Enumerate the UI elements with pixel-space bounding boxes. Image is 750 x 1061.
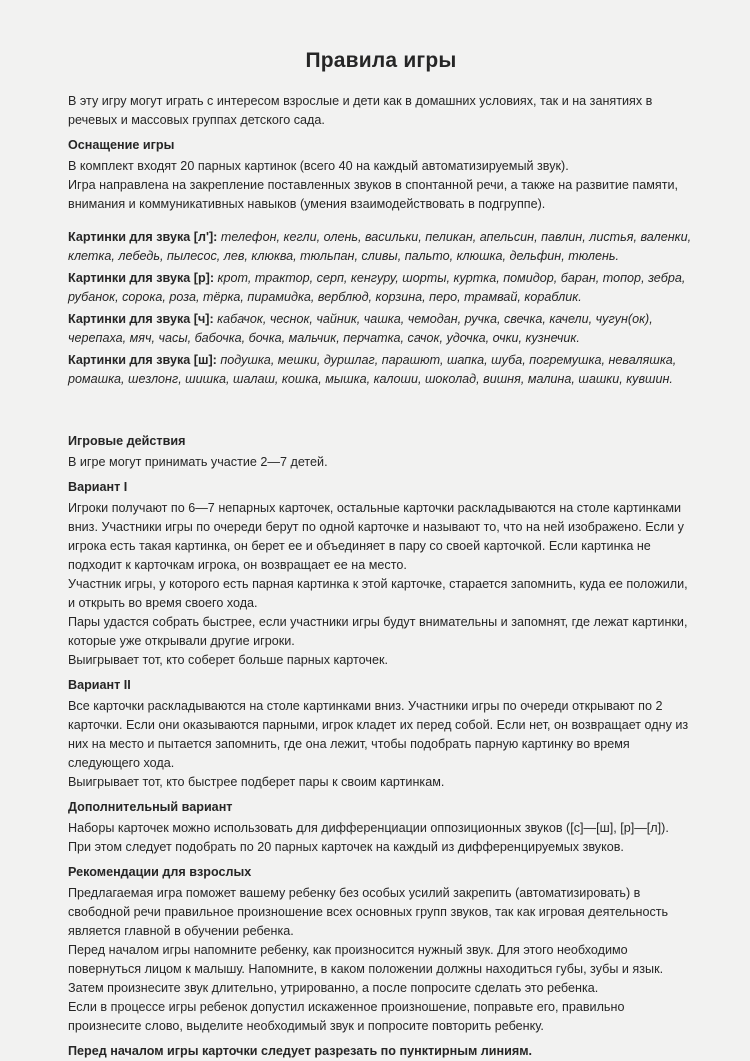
actions-heading: Игровые действия xyxy=(68,434,186,448)
sound-list-words: телефон, кегли, олень, васильки, пеликан, апельсин, павлин, листья, валенки, клетка, лебедь, пылесос, лев, клюква, тюльпан, сливы, пальто, клюшка, дельфин, тюлень. xyxy=(68,230,692,263)
variant2-paragraph-2: Выигрывает тот, кто быстрее подберет пары к своим картинкам. xyxy=(68,775,445,789)
sound-list-words: кабачок, чеснок, чайник, чашка, чемодан, ручка, свечка, качели, чугун(ок), черепаха, мяч, часы, бабочка, бочка, мальчик, перчатка, сачок, удочка, очки, кузнечик. xyxy=(68,312,653,345)
actions-paragraph: В игре могут принимать участие 2—7 детей. xyxy=(68,455,328,469)
equipment-paragraph-2: Игра направлена на закрепление поставленных звуков в спонтанной речи, а также на развитие памяти, внимания и коммуникативных навыков (умения взаимодействовать в подгруппе). xyxy=(68,178,678,211)
equipment-heading: Оснащение игры xyxy=(68,138,175,152)
variant2-heading: Вариант II xyxy=(68,678,131,692)
sound-list-words: подушка, мешки, дуршлаг, парашют, шапка, шуба, погремушка, неваляшка, ромашка, шезлонг, шишка, шалаш, кошка, мышка, калоши, шоколад, вишня, малина, шашки, кувшин. xyxy=(68,353,677,386)
variant1-heading: Вариант I xyxy=(68,480,128,494)
sound-list-label: Картинки для звука [ш]: xyxy=(68,353,217,367)
recommendations-paragraph-3: Если в процессе игры ребенок допустил искаженное произношение, поправьте его, правильно произнесите слово, выделите необходимый звук и попросите повторить ребенку. xyxy=(68,1000,625,1033)
intro-paragraph: В эту игру могут играть с интересом взрослые и дети как в домашних условиях, так и на занятиях в речевых и массовых группах детского сада. xyxy=(68,94,653,127)
recommendations-paragraph-2: Перед началом игры напомните ребенку, как произносится нужный звук. Для этого необходимо повернуться лицом к малышу. Напомните, в каком положении должны находиться губы, зубы и язык. Затем произнесите звук длительно, утрированно, а после попросите сделать это ребенка. xyxy=(68,943,664,995)
page-title: Правила игры xyxy=(305,49,457,72)
section-spacer xyxy=(68,392,694,426)
variant2-paragraph-1: Все карточки раскладываются на столе картинками вниз. Участники игры по очереди открывают по 2 карточки. Если они оказываются парными, игрок кладет их перед собой. Если нет, он возвращает одну из них на место и пытается запомнить, где она лежит, чтобы подобрать парную картинку во время следующего хода. xyxy=(68,699,689,770)
equipment-paragraph-1: В комплект входят 20 парных картинок (всего 40 на каждый автоматизируемый звук). xyxy=(68,159,569,173)
variant1-paragraph-2: Участник игры, у которого есть парная картинка к этой карточке, старается запомнить, куда ее положили, и открыть во время своего хода. xyxy=(68,577,688,610)
additional-paragraph: Наборы карточек можно использовать для дифференциации оппозиционных звуков ([с]—[ш], [р]—[л]). При этом следует подобрать по 20 парных карточек на каждый из дифференцируемых звуков. xyxy=(68,821,669,854)
final-note: Перед началом игры карточки следует разрезать по пунктирным линиям. xyxy=(68,1044,533,1058)
variant1-paragraph-1: Игроки получают по 6—7 непарных карточек, остальные карточки раскладываются на столе картинками вниз. Участники игры по очереди берут по одной карточке и называют то, что на ней изображено. Если у игрока есть такая картинка, он берет ее и объединяет в пару со своей карточкой. Если картинка не подходит к карточкам игрока, он возвращает ее на место. xyxy=(68,501,684,572)
sound-list-label: Картинки для звука [л']: xyxy=(68,230,218,244)
variant1-paragraph-4: Выигрывает тот, кто соберет больше парных карточек. xyxy=(68,653,388,667)
sound-list-label: Картинки для звука [ч]: xyxy=(68,312,214,326)
sound-list-ch xyxy=(68,310,694,348)
recommendations-heading: Рекомендации для взрослых xyxy=(68,865,252,879)
sound-list-label: Картинки для звука [р]: xyxy=(68,271,215,285)
recommendations-paragraph-1: Предлагаемая игра поможет вашему ребенку без особых усилий закрепить (автоматизировать) в свободной речи правильное произношение всех основных групп звуков, так как игровая деятельность является главной в обучении ребенка. xyxy=(68,886,669,938)
additional-heading: Дополнительный вариант xyxy=(68,800,233,814)
sound-lists xyxy=(68,228,694,389)
sound-list-words: крот, трактор, серп, кенгуру, шорты, куртка, помидор, баран, топор, зебра, рубанок, сорока, роза, тёрка, пирамидка, верблюд, корзина, перо, трамвай, кораблик. xyxy=(68,271,686,304)
sound-list-l xyxy=(68,228,694,266)
sound-list-sh xyxy=(68,351,694,389)
variant1-paragraph-3: Пары удастся собрать быстрее, если участники игры будут внимательны и запомнят, где лежат картинки, которые уже открывали другие игроки. xyxy=(68,615,688,648)
sound-list-r xyxy=(68,269,694,307)
